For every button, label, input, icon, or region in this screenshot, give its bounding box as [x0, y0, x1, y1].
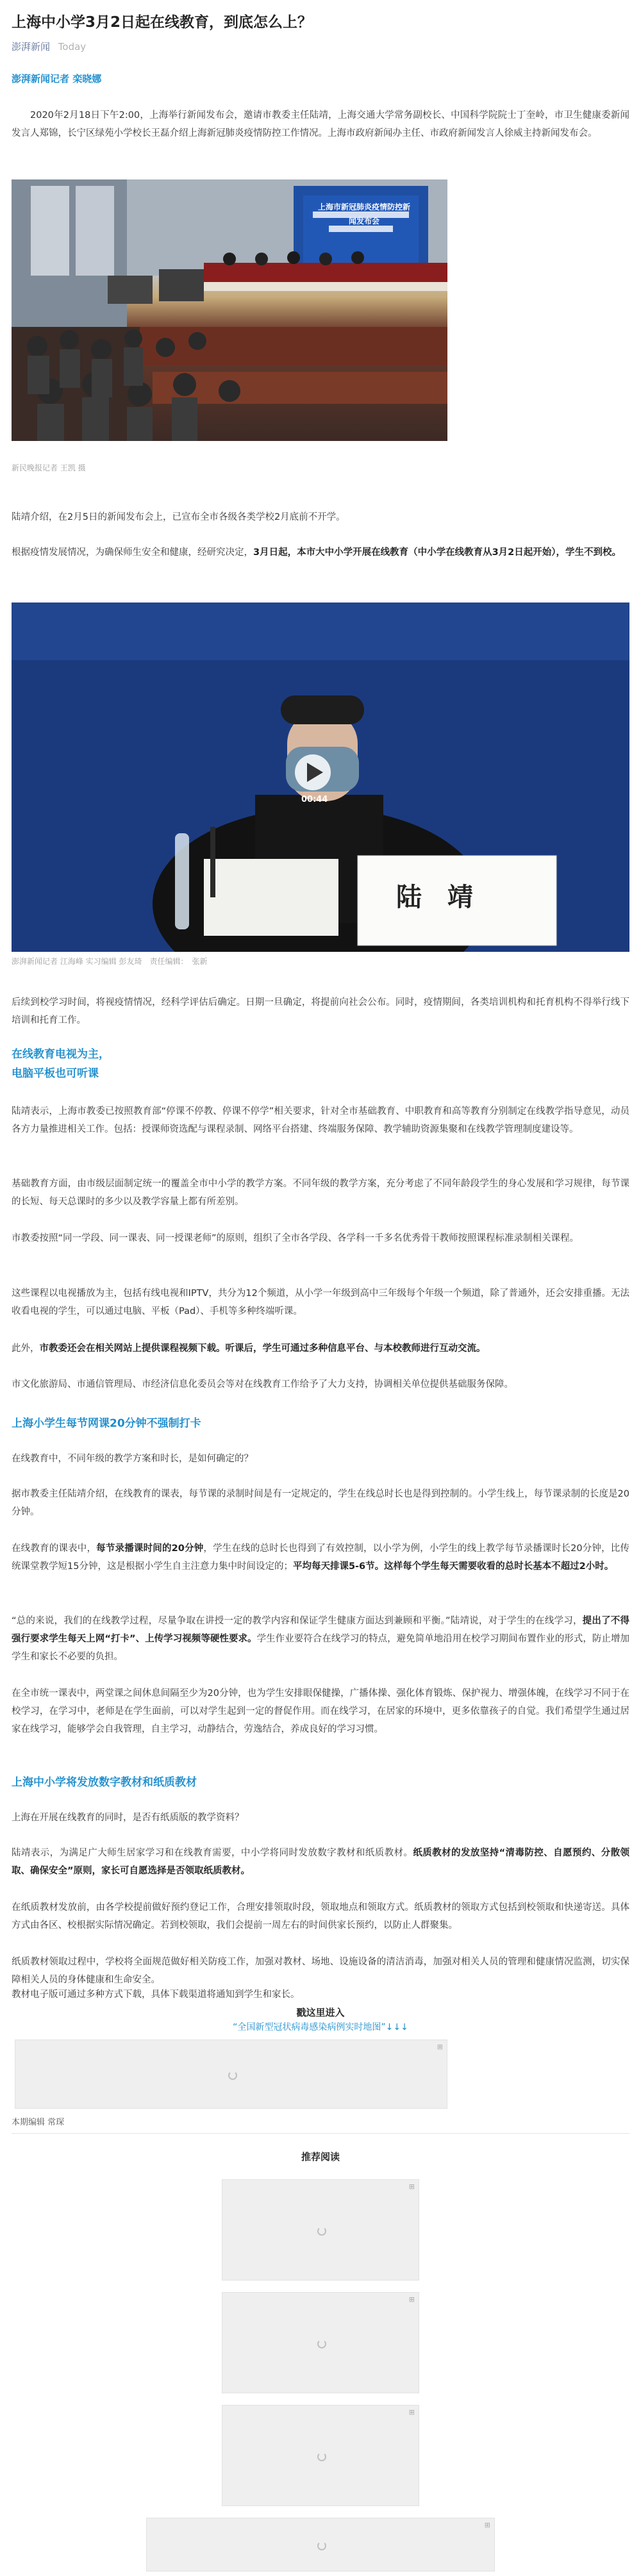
subhead-1-line-2: 电脑平板也可听课 — [12, 1067, 99, 1080]
loading-spinner-icon — [317, 2339, 326, 2348]
paragraph-19: 教材电子版可通过多种方式下载，具体下载渠道将通知到学生和家长。 — [12, 1990, 300, 2000]
paragraph-13 — [12, 1612, 629, 1666]
editor-credit: 本期编辑 常琛 — [12, 2118, 65, 2127]
video-duration: 00:44 — [301, 795, 328, 804]
paragraph-13-bold: 提出了不得强行要求学生每天上网“打卡”、上传学习视频等硬性要求。 — [12, 1616, 629, 1644]
paragraph-12-bold-1: 每节录播课时间的20分钟 — [96, 1543, 204, 1554]
article-meta — [12, 40, 86, 54]
paragraph-17: 在纸质教材发放前，由各学校提前做好预约登记工作，合理安排领取时段，领取地点和领取方式。纸质教材的领取方式包括到校领取和快递寄送。具体方式由各区、校根据实际情况确定。若到校领取，我们会提前一周左右的时间供家长预约，以防止人群聚集。 — [12, 1902, 629, 1931]
photo-sign-text: 上海市新冠肺炎疫情防控新闻发布会 — [317, 203, 410, 226]
corner-icon: ⊞ — [484, 2521, 490, 2529]
article-source-link[interactable]: 澎湃新闻 — [12, 41, 51, 53]
nameplate: 陆 靖 — [396, 882, 473, 912]
byline: 澎湃新闻记者 栾晓娜 — [12, 73, 102, 85]
paragraph-1: 陆靖介绍，在2月5日的新闻发布会上，已宣布全市各级各类学校2月底前不开学。 — [12, 512, 345, 522]
subhead-3: 上海中小学将发放数字教材和纸质教材 — [12, 1776, 197, 1789]
paragraph-7: 这些课程以电视播放为主，包括有线电视和IPTV，共分为12个频道，从小学一年级到高中三年级每个年级一个频道，除了普通外，还会安排重播。无法收看电视的学生，可以通过电脑、平板（Pad）、手机等多种终端听课。 — [12, 1288, 629, 1317]
photo-caption: 新民晚报记者 王凯 摄 — [12, 463, 86, 472]
paragraph-18: 纸质教材领取过程中，学校将全面规范做好相关防疫工作，加强对教材、场地、设施设备的清洁消毒，加强对相关人员的管理和健康情况监测，切实保障相关人员的身体健康和生命安全。 — [12, 1957, 629, 1985]
recommended-card[interactable] — [222, 2292, 419, 2393]
recommended-card-wide[interactable] — [146, 2518, 495, 2572]
subhead-1 — [12, 1045, 629, 1083]
paragraph-16 — [12, 1844, 629, 1880]
subhead-2: 上海小学生每节网课20分钟不强制打卡 — [12, 1417, 201, 1430]
paragraph-16-text: 陆靖表示，为满足广大师生居家学习和在线教育需要，中小学将同时发放数字教材和纸质教材。 — [12, 1848, 413, 1858]
loading-spinner-icon — [317, 2541, 326, 2550]
subhead-1-line-1: 在线教育电视为主， — [12, 1048, 110, 1061]
corner-icon: ⊞ — [437, 2043, 443, 2051]
embedded-map-placeholder[interactable] — [15, 2040, 447, 2109]
paragraph-2-text: 根据疫情发展情况，为确保师生安全和健康，经研究决定， — [12, 547, 253, 558]
publish-time: Today — [58, 41, 87, 53]
paragraph-13-text: “总的来说，我们的在线教学过程，尽量争取在讲授一定的教学内容和保证学生健康方面达到兼顾和平衡。”陆靖说，对于学生的在线学习， — [12, 1616, 583, 1626]
recommended-card[interactable] — [222, 2405, 419, 2506]
paragraph-8-bold: 市教委还会在相关网站上提供课程视频下载。听课后，学生可通过多种信息平台、与本校教师进行互动交流。 — [39, 1343, 486, 1354]
paragraph-2 — [12, 544, 629, 561]
paragraph-10: 在线教育中，不同年级的教学方案和时长，是如何确定的？ — [12, 1454, 253, 1464]
paragraph-4: 陆靖表示，上海市教委已按照教育部“停课不停教、停课不停学”相关要求，针对全市基础教育、中职教育和高等教育分别制定在线教学指导意见，动员各方力量推进相关工作。包括：授课师资选配与课程录制、网络平台搭建、终端服务保障、教学辅助资源集聚和在线教学管理制度建设等。 — [12, 1106, 629, 1134]
video-credit: 澎湃新闻记者 江海峰 实习编辑 彭友琦 责任编辑： 张新 — [12, 957, 208, 966]
recommended-title: 推荐阅读 — [301, 2151, 340, 2163]
corner-icon: ⊞ — [408, 2182, 415, 2191]
paragraph-15: 上海在开展在线教育的同时，是否有纸质版的教学资料？ — [12, 1813, 244, 1823]
corner-icon: ⊞ — [408, 2408, 415, 2416]
paragraph-16-bold: 纸质教材的发放坚持“清毒防控、自愿预约、分散领取、确保安全”原则，家长可自愿选择是否领取纸质教材。 — [12, 1848, 630, 1876]
divider — [12, 2133, 629, 2134]
tip-title: 戳这里进入 — [296, 2007, 345, 2018]
video-player[interactable] — [12, 602, 629, 952]
paragraph-12-bold-2: 平均每天排课5-6节。这样每个学生每天需要收看的总时长基本不超过2小时。 — [292, 1561, 614, 1572]
loading-spinner-icon — [317, 2227, 326, 2236]
paragraph-8-text: 此外， — [12, 1343, 40, 1354]
paragraph-12-text: 在线教育的课表中， — [12, 1543, 97, 1554]
paragraph-12-text-2: ，学生在线的总时长也得到了有效控制，以小学为例，小学生的线上教学每节录播课时长20分钟，比传统课堂教学短15分钟，这是根据小学生自主注意力集中时间设定的； — [12, 1543, 629, 1572]
loading-spinner-icon — [228, 2071, 237, 2080]
recommended-card[interactable] — [222, 2179, 419, 2281]
paragraph-14: 在全市统一课表中，两堂课之间休息间隔至少为20分钟，也为学生安排眼保健操，广播体操、强化体育锻炼、保护视力、增强体魄，在线学习不同于在校学习，在学习中，老师是在学生面前，可以对学生起到一定的督促作用。而在线学习，在居家的环境中，更多依靠孩子的自觉。我们希望学生通过居家在线学习，能够学会自我管理，自主学习，动静结合，劳逸结合，养成良好的学习习惯。 — [12, 1688, 629, 1734]
paragraph-11: 据市教委主任陆靖介绍，在线教育的课表，每节课的录制时间是有一定规定的，学生在线总时长也是得到控制的。小学生线上，每节课录制的长度是20分钟。 — [12, 1489, 629, 1517]
map-tip — [12, 2005, 629, 2034]
play-button[interactable] — [294, 753, 332, 792]
paragraph-13-text-2: 学生作业要符合在线学习的特点，避免简单地沿用在校学习期间布置作业的形式，防止增加学生和家长不必要的负担。 — [12, 1634, 629, 1662]
loading-spinner-icon — [317, 2452, 326, 2461]
intro-paragraph: 2020年2月18日下午2:00，上海举行新闻发布会，邀请市教委主任陆靖，上海交通大学常务副校长、中国科学院院士丁奎岭，市卫生健康委新闻发言人郑锦，长宁区绿苑小学校长王磊介绍上海新冠肺炎疫情防控工作情况。上海市政府新闻办主任、市政府新闻发言人徐威主持新闻发布会。 — [12, 110, 629, 138]
article-title: 上海中小学3月2日起在线教育，到底怎么上？ — [12, 14, 313, 31]
paragraph-2-bold: 3月日起，本市大中小学开展在线教育（中小学在线教育从3月2日起开始），学生不到校。 — [253, 547, 622, 558]
paragraph-9: 市文化旅游局、市通信管理局、市经济信息化委员会等对在线教育工作给予了大力支持，协调相关单位提供基础服务保障。 — [12, 1379, 513, 1390]
paragraph-6: 市教委按照“同一学段、同一课表、同一授课老师”的原则，组织了全市各学段、各学科一千多名优秀骨干教师按照课程标准录制相关课程。 — [12, 1233, 579, 1243]
paragraph-3: 后续到校学习时间，将视疫情情况，经科学评估后确定。日期一旦确定，将提前向社会公布。同时，疫情期间，各类培训机构和托育机构不得举行线下培训和托育工作。 — [12, 997, 629, 1026]
paragraph-12 — [12, 1540, 629, 1575]
paragraph-5: 基础教育方面，由市级层面制定统一的覆盖全市中小学的教学方案。不同年级的教学方案，充分考虑了不同年龄段学生的身心发展和学习规律，每节课的长短、每天总课时的多少以及教学容量上都有所差别。 — [12, 1179, 629, 1207]
corner-icon: ⊞ — [408, 2295, 415, 2304]
paragraph-8 — [12, 1340, 629, 1358]
epidemic-map-link[interactable]: “全国新型冠状病毒感染病例实时地图”↓↓↓ — [233, 2022, 408, 2032]
